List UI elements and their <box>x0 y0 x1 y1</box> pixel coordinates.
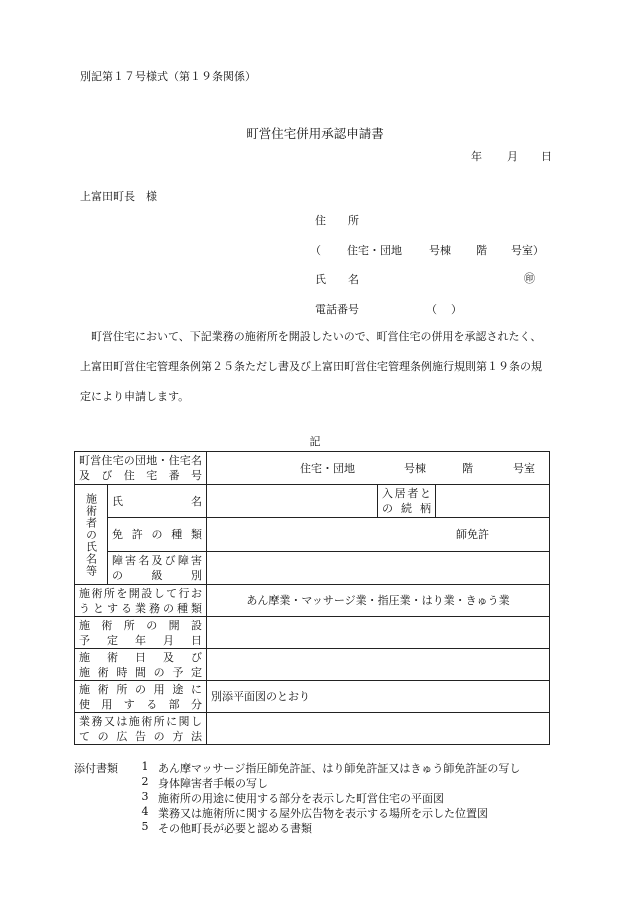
housing-number-label: 町営住宅の団地・住宅名 及び住宅番号 <box>75 452 207 485</box>
phone-paren-open: （ <box>426 303 437 316</box>
schedule-label: 施術日及び 施術時間の予定 <box>75 649 207 681</box>
disability-label: 障害名及び障害 の級別 <box>108 552 207 585</box>
table-row <box>75 518 550 552</box>
date-day-label: 日 <box>541 150 552 163</box>
housing-number-cell <box>207 452 550 485</box>
addressee: 上富田町長 様 <box>80 190 157 203</box>
document-title: 町営住宅併用承認申請書 <box>246 126 384 141</box>
unit-housing-label: 住宅・団地 <box>347 244 402 257</box>
practitioner-name-value[interactable] <box>207 485 378 518</box>
row1-floor-label: 階 <box>462 461 473 475</box>
row1-room-label: 号室 <box>513 461 535 475</box>
form-number: 別記第１７号様式（第１９条関係） <box>80 70 256 83</box>
table-row <box>75 585 550 617</box>
table-row <box>75 713 550 745</box>
seal-mark: ㊞ <box>524 272 535 285</box>
attachment-item: 施術所の用途に使用する部分を表示した町営住宅の平面図 <box>158 792 444 805</box>
table-row <box>75 649 550 681</box>
opening-date-label: 施術所の開設 予定年月日 <box>75 617 207 649</box>
resident-relation-label: 入居者と の続柄 <box>378 485 436 518</box>
business-type-value: あん摩業・マッサージ業・指圧業・はり業・きゅう業 <box>207 585 550 617</box>
disability-value[interactable] <box>207 552 550 585</box>
resident-relation-value[interactable] <box>436 485 550 518</box>
row1-building-label: 号棟 <box>404 461 426 475</box>
unit-room-label: 号室） <box>511 244 544 257</box>
address-label: 住 所 <box>315 214 359 227</box>
business-type-label: 施術所を開設して行お うとする業務の種類 <box>75 585 207 617</box>
license-type-label: 免許の種類 <box>108 518 207 552</box>
unit-building-label: 号棟 <box>429 244 451 257</box>
unit-open-paren: （ <box>310 244 321 257</box>
application-body-text: 町営住宅において、下記業務の施術所を開設したいので、町営住宅の併用を承認されたく、上富田町営住宅管理条例第２５条ただし書及び上富田町営住宅管理条例施行規則第１９条の規定により申請します。 <box>80 330 542 403</box>
usage-part-value: 別添平面図のとおり <box>207 681 550 713</box>
row1-housing-label: 住宅・団地 <box>300 461 355 475</box>
practitioner-name-label: 氏名 <box>108 485 207 518</box>
license-type-value[interactable]: 師免許 <box>207 518 550 552</box>
attachment-number: 2 <box>141 775 149 788</box>
advertising-label: 業務又は施術所に関し ての広告の方法 <box>75 713 207 745</box>
attachment-item: 業務又は施術所に関する屋外広告物を表示する場所を示した位置図 <box>158 807 488 820</box>
phone-paren-close: ） <box>451 303 462 316</box>
attachment-number: 1 <box>141 760 149 773</box>
schedule-value[interactable] <box>207 649 550 681</box>
unit-floor-label: 階 <box>476 244 487 257</box>
table-row <box>75 552 550 585</box>
practitioner-label: 施術者の氏名等 <box>75 485 108 585</box>
phone-label: 電話番号 <box>315 303 359 316</box>
table-row <box>75 681 550 713</box>
date-month-label: 月 <box>507 150 518 163</box>
attachment-item: その他町長が必要と認める書類 <box>158 822 312 835</box>
name-label: 氏 名 <box>315 273 359 286</box>
attachment-item: あん摩マッサージ指圧師免許証、はり師免許証又はきゅう師免許証の写し <box>158 762 521 775</box>
advertising-value[interactable] <box>207 713 550 745</box>
attachment-number: 4 <box>141 805 149 818</box>
opening-date-value[interactable] <box>207 617 550 649</box>
attachment-item: 身体障害者手帳の写し <box>158 777 268 790</box>
application-table <box>74 451 550 745</box>
attachment-number: 5 <box>141 820 149 833</box>
attachment-number: 3 <box>141 790 149 803</box>
ki-heading: 記 <box>309 435 321 448</box>
table-row <box>75 617 550 649</box>
date-year-label: 年 <box>471 150 482 163</box>
table-row <box>75 452 550 485</box>
usage-part-label: 施術所の用途に 使用する部分 <box>75 681 207 713</box>
attachments-heading: 添付書類 <box>74 762 118 775</box>
table-row <box>75 485 550 518</box>
